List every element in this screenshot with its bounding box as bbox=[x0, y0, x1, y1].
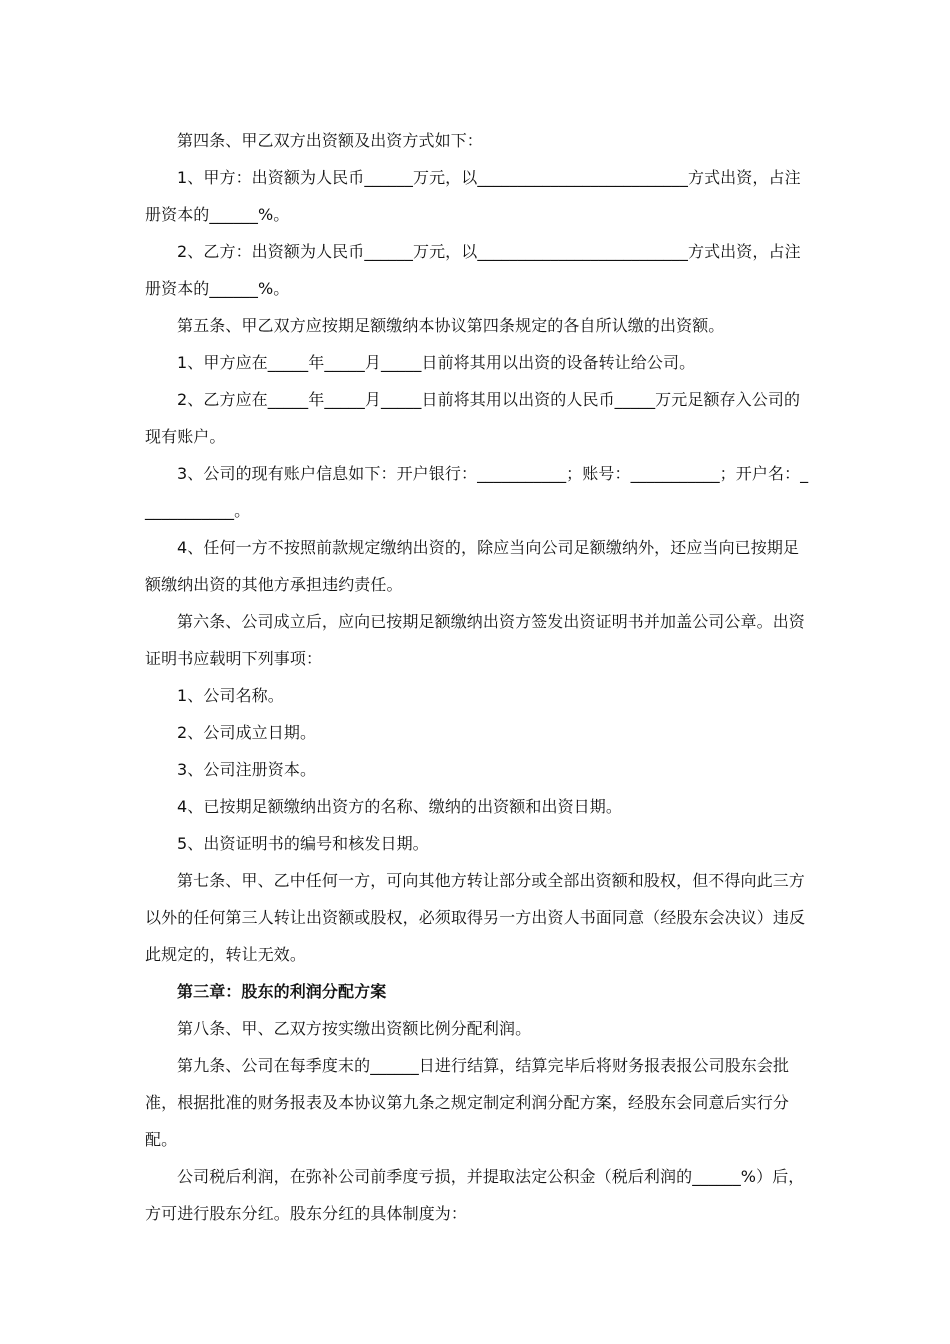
article-6-item-4: 4、已按期足额缴纳出资方的名称、缴纳的出资额和出资日期。 bbox=[177, 797, 622, 816]
article-6-item-1: 1、公司名称。 bbox=[177, 686, 284, 705]
article-9-profit: 公司税后利润，在弥补公司前季度亏损，并提取法定公积金（税后利润的______%）后，方可进行股东分红。股东分红的具体制度为： bbox=[145, 1167, 805, 1223]
article-6-item-3: 3、公司注册资本。 bbox=[177, 760, 317, 779]
article-5-item-2: 2、乙方应在_____年_____月_____日前将其用以出资的人民币_____万元足额存入公司的现有账户。 bbox=[145, 390, 801, 446]
article-5-item-3: 3、公司的现有账户信息如下：开户银行：___________；账号：___________；开户名：____________。 bbox=[145, 464, 809, 520]
document-body bbox=[145, 122, 810, 1232]
article-4-party-b: 2、乙方：出资额为人民币______万元，以__________________________方式出资，占注册资本的______%。 bbox=[145, 242, 801, 298]
article-9: 第九条、公司在每季度末的______日进行结算，结算完毕后将财务报表报公司股东会批准，根据批准的财务报表及本协议第九条之规定制定利润分配方案，经股东会同意后实行分配。 bbox=[145, 1056, 790, 1149]
article-6-item-2: 2、公司成立日期。 bbox=[177, 723, 317, 742]
article-4-title: 第四条、甲乙双方出资额及出资方式如下： bbox=[177, 131, 483, 150]
article-7: 第七条、甲、乙中任何一方，可向其他方转让部分或全部出资额和股权，但不得向此三方以外的任何第三人转让出资额或股权，必须取得另一方出资人书面同意（经股东会决议）违反此规定的，转让无效。 bbox=[145, 871, 806, 964]
article-5-title: 第五条、甲乙双方应按期足额缴纳本协议第四条规定的各自所认缴的出资额。 bbox=[177, 316, 725, 335]
article-8: 第八条、甲、乙双方按实缴出资额比例分配利润。 bbox=[177, 1019, 532, 1038]
chapter-3-heading: 第三章：股东的利润分配方案 bbox=[177, 982, 387, 1001]
article-6-title: 第六条、公司成立后，应向已按期足额缴纳出资方签发出资证明书并加盖公司公章。出资证明书应载明下列事项： bbox=[145, 612, 805, 668]
article-5-item-4: 4、任何一方不按照前款规定缴纳出资的，除应当向公司足额缴纳外，还应当向已按期足额缴纳出资的其他方承担违约责任。 bbox=[145, 538, 800, 594]
article-4-party-a: 1、甲方：出资额为人民币______万元，以__________________________方式出资，占注册资本的______%。 bbox=[145, 168, 801, 224]
article-5-item-1: 1、甲方应在_____年_____月_____日前将其用以出资的设备转让给公司。 bbox=[177, 353, 696, 372]
article-6-item-5: 5、出资证明书的编号和核发日期。 bbox=[177, 834, 429, 853]
